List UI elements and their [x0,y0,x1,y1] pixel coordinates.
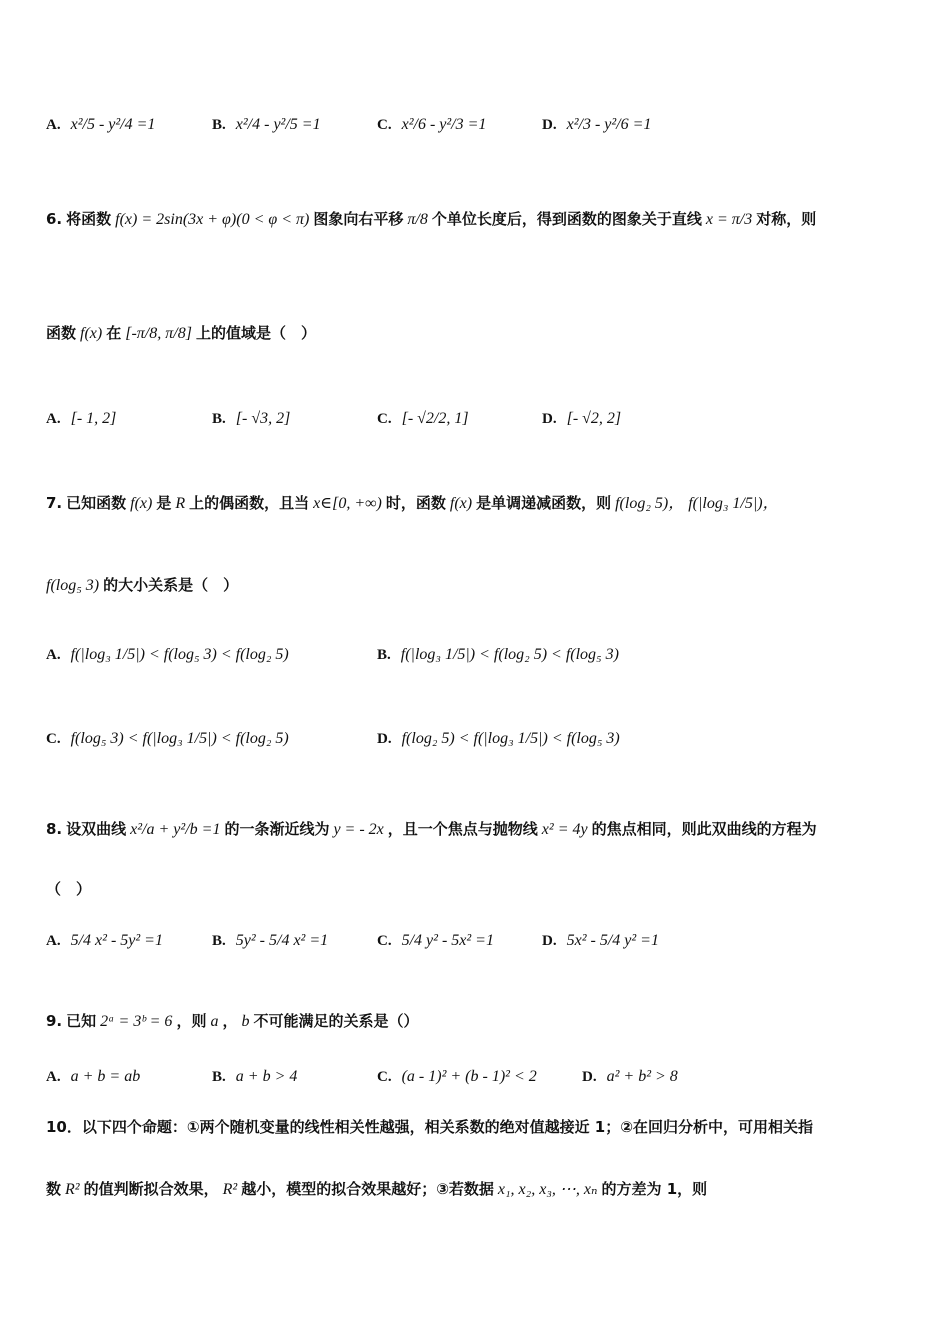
q6-stem-line-1 [46,208,816,229]
q8-option-d [542,932,659,950]
q9-option-a [46,1068,140,1086]
option-expr: x²/5 - y²/4 =1 [70,116,156,133]
option-expr: [- √2/2, 1] [401,410,469,427]
stem-math: R [175,495,186,512]
stem-math: f(x) [449,495,473,512]
option-label: A. [46,411,61,427]
question-number: 9. [46,1012,63,1030]
q8-stem-line-2 [46,878,91,899]
q10-stem-line-2 [46,1178,707,1199]
q5-option-d [542,116,651,134]
option-label: A. [46,647,61,663]
option-label: A. [46,933,61,949]
stem-text: 上的偶函数，且当 [189,494,310,512]
stem-text: 已知函数 [66,494,127,512]
stem-text: 数 [46,1180,62,1198]
stem-math: f(x) [130,495,153,512]
stem-math: π/8 [407,211,428,228]
q9-option-c [377,1068,537,1086]
stem-math: x = π/3 [705,211,753,228]
stem-text: ， [222,1012,238,1030]
stem-text: 对称，则 [756,210,817,228]
option-label: B. [212,117,226,133]
question-number: 6. [46,210,63,228]
stem-math: [-π/8, π/8] [125,325,192,342]
q8-option-b [212,932,328,950]
stem-text: 10．以下四个命题：①两个随机变量的线性相关性越强，相关系数的绝对值越接近 1；②在回归分析中，可用相关指 [46,1118,813,1136]
stem-math: x₁, x₂, x₃, ⋯, xₙ [497,1181,598,1198]
option-label: C. [377,411,392,427]
option-expr: x²/6 - y²/3 =1 [401,116,487,133]
q7-option-b [377,646,619,664]
stem-math: f(x) [80,325,103,342]
q10-stem-line-1 [46,1116,813,1137]
stem-math: y = - 2x [333,821,384,838]
stem-text: 越小，模型的拟合效果越好；③若数据 [241,1180,494,1198]
stem-math: f(x) = 2sin(3x + φ)(0 < φ < π) [115,211,310,228]
stem-text: 将函数 [66,210,112,228]
stem-text: 是 [156,494,172,512]
option-expr: 5y² - 5/4 x² =1 [235,932,329,949]
option-expr: [- 1, 2] [70,410,117,427]
stem-math: 2ᵃ = 3ᵇ = 6 [100,1013,173,1030]
q7-option-d [377,730,620,748]
stem-text: 个单位长度后，得到函数的图象关于直线 [431,210,702,228]
question-number: 7. [46,494,63,512]
stem-math: x∈[0, +∞) [313,495,382,512]
stem-text: 时，函数 [385,494,446,512]
q6-option-b [212,410,290,428]
stem-text: ，则 [176,1012,207,1030]
stem-math: R² [222,1181,238,1198]
q6-stem-line-2 [46,322,316,343]
option-label: B. [212,1069,226,1085]
option-label: A. [46,1069,61,1085]
q7-stem-line-1 [46,490,779,513]
q6-option-d [542,410,621,428]
q9-option-b [212,1068,297,1086]
option-expr: [- √3, 2] [235,410,291,427]
stem-math: f(|log₃ 1/5|)， [688,495,779,512]
option-label: C. [377,117,392,133]
option-label: A. [46,117,61,133]
stem-text: 是单调递减函数，则 [476,494,612,512]
option-label: D. [542,933,557,949]
option-label: C. [377,1069,392,1085]
q7-option-a [46,646,289,664]
option-expr: f(log₂ 5) < f(|log₃ 1/5|) < f(log₅ 3) [401,730,620,747]
q9-stem [46,1010,418,1031]
option-label: C. [46,731,61,747]
stem-math: x² = 4y [541,821,588,838]
stem-math: b [241,1013,250,1030]
stem-math: f(log₂ 5)， [615,495,685,512]
stem-math: a [210,1013,219,1030]
q8-stem-line-1 [46,818,817,839]
option-expr: f(|log₃ 1/5|) < f(log₂ 5) < f(log₅ 3) [400,646,619,663]
q9-option-d [582,1068,678,1086]
q5-option-b [212,116,321,134]
stem-text: 设双曲线 [66,820,127,838]
option-expr: a + b > 4 [235,1068,298,1085]
option-expr: a + b = ab [70,1068,141,1085]
q8-option-a [46,932,163,950]
option-label: D. [377,731,392,747]
stem-text: 已知 [66,1012,97,1030]
option-expr: 5x² - 5/4 y² =1 [566,932,659,949]
option-label: D. [582,1069,597,1085]
stem-text: 不可能满足的关系是（） [253,1012,419,1030]
question-number: 8. [46,820,63,838]
q6-option-c [377,410,469,428]
option-label: B. [377,647,391,663]
stem-math: f(log₅ 3) [46,577,100,594]
stem-text: 的一条渐近线为 [224,820,330,838]
option-expr: (a - 1)² + (b - 1)² < 2 [401,1068,537,1085]
option-expr: f(|log₃ 1/5|) < f(log₅ 3) < f(log₂ 5) [70,646,289,663]
stem-text: 函数 [46,324,77,342]
option-expr: [- √2, 2] [566,410,622,427]
option-expr: 5/4 x² - 5y² =1 [70,932,163,949]
stem-text: ，且一个焦点与抛物线 [387,820,538,838]
stem-text: 的方差为 1，则 [601,1180,708,1198]
q8-option-c [377,932,494,950]
option-label: D. [542,411,557,427]
stem-text: 的焦点相同，则此双曲线的方程为 [591,820,817,838]
q7-option-c [46,730,289,748]
stem-text: 在 [106,324,122,342]
option-label: B. [212,411,226,427]
q5-option-c [377,116,486,134]
option-expr: x²/3 - y²/6 =1 [566,116,652,133]
option-expr: f(log₅ 3) < f(|log₃ 1/5|) < f(log₂ 5) [70,730,289,747]
stem-text: 上的值域是（ ） [195,324,316,342]
option-label: C. [377,933,392,949]
stem-text: 的值判断拟合效果， [83,1180,219,1198]
option-expr: x²/4 - y²/5 =1 [235,116,321,133]
option-expr: a² + b² > 8 [606,1068,678,1085]
option-label: D. [542,117,557,133]
stem-text: 的大小关系是（ ） [103,576,239,594]
stem-text: 图象向右平移 [313,210,404,228]
option-expr: 5/4 y² - 5x² =1 [401,932,494,949]
stem-math: x²/a + y²/b =1 [130,821,221,838]
q7-stem-line-2 [46,574,238,595]
stem-math: R² [65,1181,80,1198]
option-label: B. [212,933,226,949]
q6-option-a [46,410,116,428]
q5-option-a [46,116,155,134]
stem-text: （ ） [46,880,92,898]
